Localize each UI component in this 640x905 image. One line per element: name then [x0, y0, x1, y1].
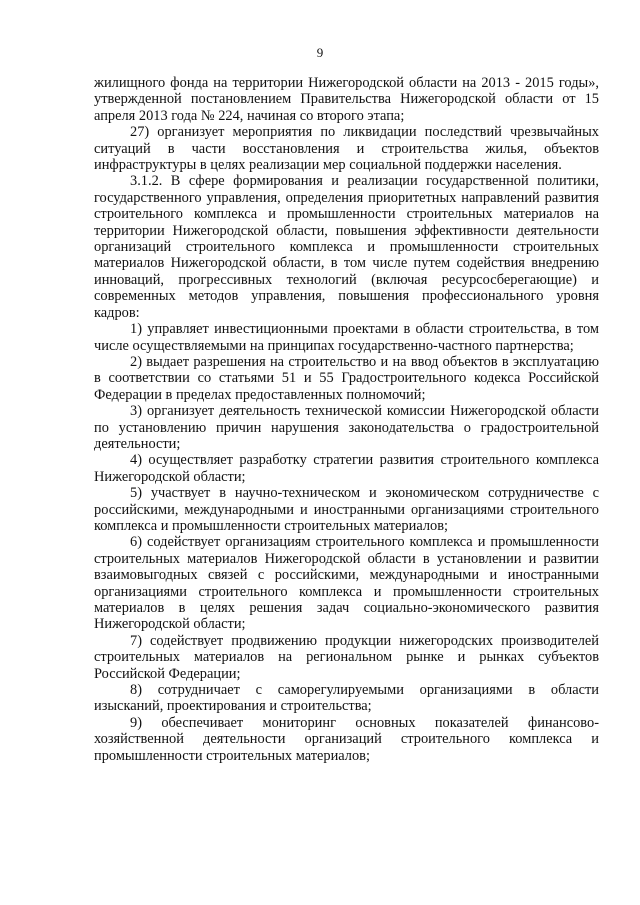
- paragraph-item-5: 5) участвует в научно-техническом и экономическом сотрудничестве с российскими, международными и иностранными организациями строительного комплекса и промышленности строительных материалов;: [94, 485, 599, 534]
- paragraph-item-7: 7) содействует продвижению продукции нижегородских производителей строительных материалов на региональном рынке и рынках субъектов Российской Федерации;: [94, 632, 599, 682]
- paragraph-item-6: 6) содействует организациям строительного комплекса и промышленности строительных материалов Нижегородской области в установлении и развитии взаимовыгодных связей с российскими, международными и иностранными организациями строительного комплекса и промышленности строительных материалов в целях решения задач социально-экономического развития Нижегородской области;: [94, 534, 599, 633]
- paragraph-item-3: 3) организует деятельность технической комиссии Нижегородской области по установлению причин нарушения законодательства о градостроительной деятельности;: [94, 403, 599, 452]
- paragraph-item-1: 1) управляет инвестиционными проектами в области строительства, в том числе осуществляемыми на принципах государственно-частного партнерства;: [94, 321, 599, 354]
- paragraph-section-3-1-2: 3.1.2. В сфере формирования и реализации государственной политики, государственного управления, определения приоритетных направлений развития строительного комплекса и промышленности строительных материалов на территории Нижегородской области, повышения эффективности деятельности организаций строительного комплекса и промышленности строительных материалов Нижегородской области, в том числе путем содействия внедрению инноваций, прогрессивных технологий (включая ресурсосберегающие) и современных методов управления, повышения профессионального уровня кадров:: [94, 173, 599, 321]
- paragraph-item-8: 8) сотрудничает с саморегулируемыми организациями в области изысканий, проектирования и строительства;: [94, 682, 599, 715]
- paragraph-item-2: 2) выдает разрешения на строительство и на ввод объектов в эксплуатацию в соответствии со статьями 51 и 55 Градостроительного кодекса Российской Федерации в пределах предоставленных полномочий;: [94, 353, 599, 403]
- paragraph-item-9: 9) обеспечивает мониторинг основных показателей финансово-хозяйственной деятельности организаций строительного комплекса и промышленности строительных материалов;: [94, 714, 599, 764]
- paragraph-continuation: жилищного фонда на территории Нижегородской области на 2013 - 2015 годы», утвержденной постановлением Правительства Нижегородской области от 15 апреля 2013 года № 224, начиная со второго этапа;: [94, 75, 599, 124]
- page-number: 9: [316, 45, 324, 60]
- document-body: [94, 75, 599, 764]
- paragraph-item-27: 27) организует мероприятия по ликвидации последствий чрезвычайных ситуаций в части восстановления и строительства жилья, объектов инфраструктуры в целях реализации мер социальной поддержки населения.: [94, 124, 599, 174]
- paragraph-item-4: 4) осуществляет разработку стратегии развития строительного комплекса Нижегородской области;: [94, 452, 599, 485]
